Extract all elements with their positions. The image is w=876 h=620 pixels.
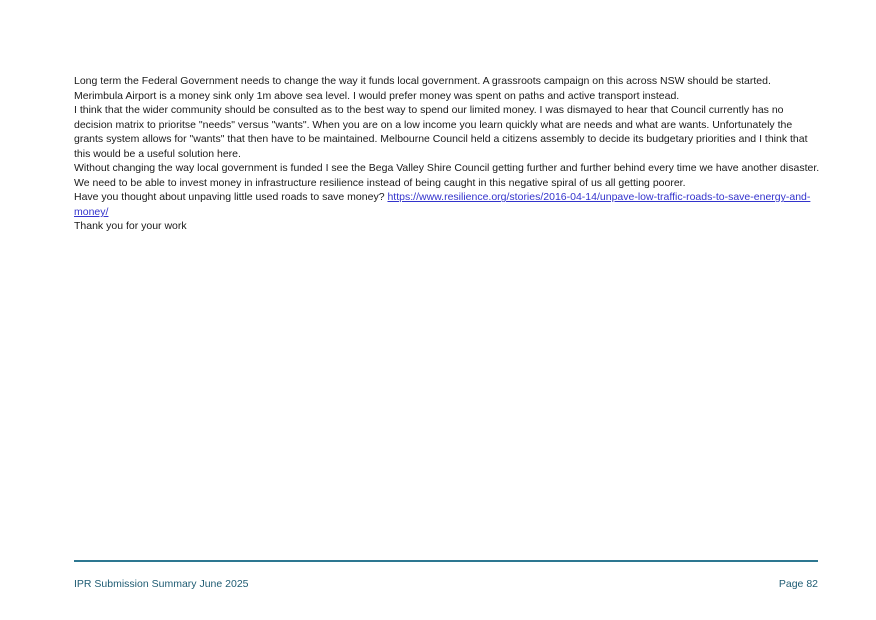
paragraph-bega-valley-disaster: Without changing the way local government is funded I see the Bega Valley Shire Council getting further and further behind every time we have another disaster. We need to be able to invest money in infrastructure resilience instead of being caught in this negative spiral of us all getting poorer. — [74, 162, 820, 189]
footer-page-number: Page 82 — [778, 578, 818, 590]
paragraph-unpaving-roads — [74, 190, 822, 219]
page-footer — [74, 577, 818, 591]
paragraph-funding-campaign: Long term the Federal Government needs to change the way it funds local government. A grassroots campaign on this across NSW should be started. — [74, 75, 771, 87]
footer-document-title: IPR Submission Summary June 2025 — [74, 578, 249, 590]
paragraph-thank-you: Thank you for your work — [74, 220, 187, 233]
footer-divider-line — [74, 560, 818, 562]
submission-text-block — [74, 74, 822, 234]
paragraph-community-consultation: I think that the wider community should be consulted as to the best way to spend our limited money. I was dismayed to hear that Council currently has no decision matrix to prioritse "needs" versus "wants". When you are on a low income you learn quickly what are needs and what are wants. Unfortunately the grants system allows for "wants" that then have to be maintained. Melbourne Council held a citizens assembly to decide its budgetary priorities and I think that this would be a useful solution here. — [74, 104, 808, 160]
paragraph-merimbula-airport: Merimbula Airport is a money sink only 1m above sea level. I would prefer money was spent on paths and active transport instead. — [74, 89, 680, 102]
resilience-article-link[interactable]: https://www.resilience.org/stories/2016-04-14/unpave-low-traffic-roads-to-save-energy-and-money/ — [74, 191, 811, 218]
paragraph-unpaving-roads-text: Have you thought about unpaving little used roads to save money? — [74, 191, 388, 204]
